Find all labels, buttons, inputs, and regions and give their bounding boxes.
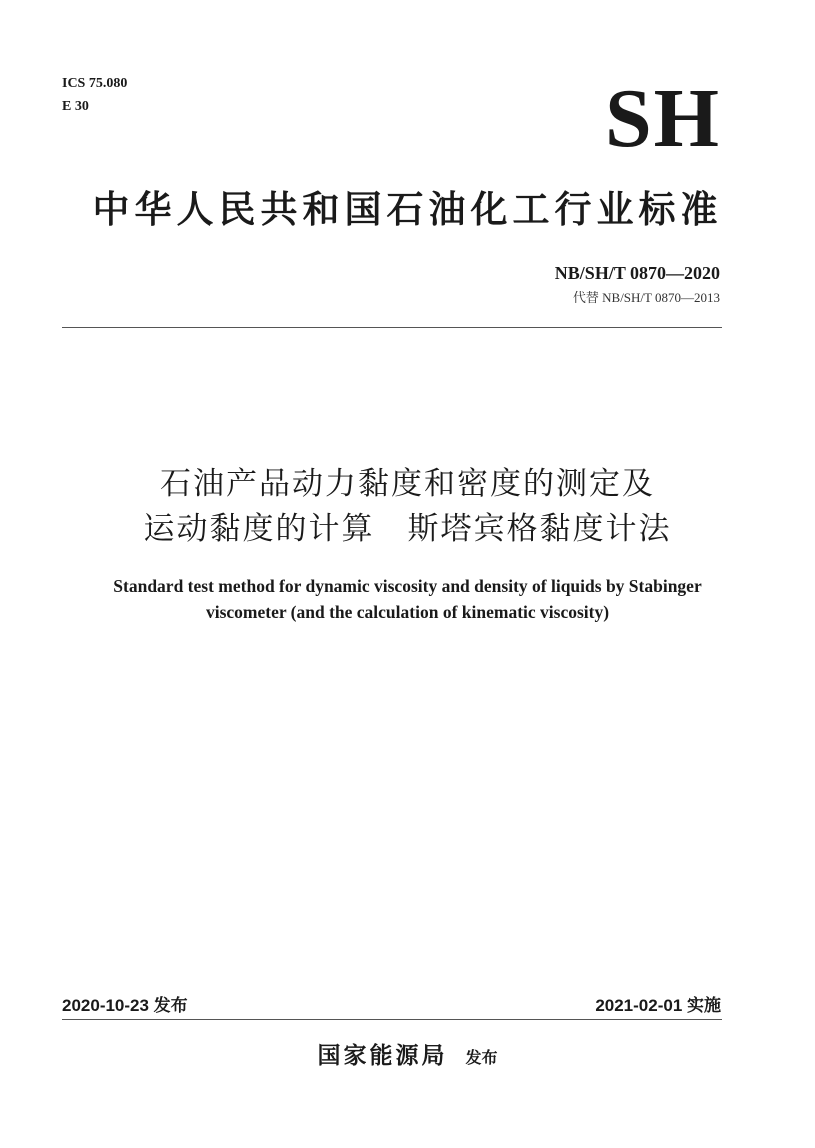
chinese-title [0, 462, 815, 552]
ccs-code: E 30 [62, 99, 89, 114]
english-title-line-2: viscometer (and the calculation of kinematic viscosity) [205, 602, 610, 622]
ics-code: ICS 75.080 [62, 76, 128, 91]
replaces-standard: 代替 NB/SH/T 0870—2013 [572, 290, 720, 305]
issuer-line [0, 1040, 815, 1074]
implementation-date: 2021-02-01 实施 [595, 996, 721, 1015]
standard-number: NB/SH/T 0870—2020 [554, 263, 720, 283]
standard-category-title: 中华人民共和国石油化工行业标准 [92, 188, 723, 231]
issue-date: 2020-10-23 发布 [62, 996, 188, 1015]
issue-word: 发布 [465, 1048, 498, 1067]
issuer-name: 国家能源局 [317, 1043, 448, 1069]
bottom-divider [62, 1019, 722, 1020]
sh-logo: SH [604, 72, 721, 165]
chinese-title-line-2: 运动黏度的计算 斯塔宾格黏度计法 [143, 511, 672, 547]
english-title-line-1: Standard test method for dynamic viscosity and density of liquids by Stabinger [113, 576, 702, 596]
chinese-title-line-1: 石油产品动力黏度和密度的测定及 [160, 466, 655, 502]
english-title [0, 573, 815, 625]
top-divider [62, 327, 722, 328]
